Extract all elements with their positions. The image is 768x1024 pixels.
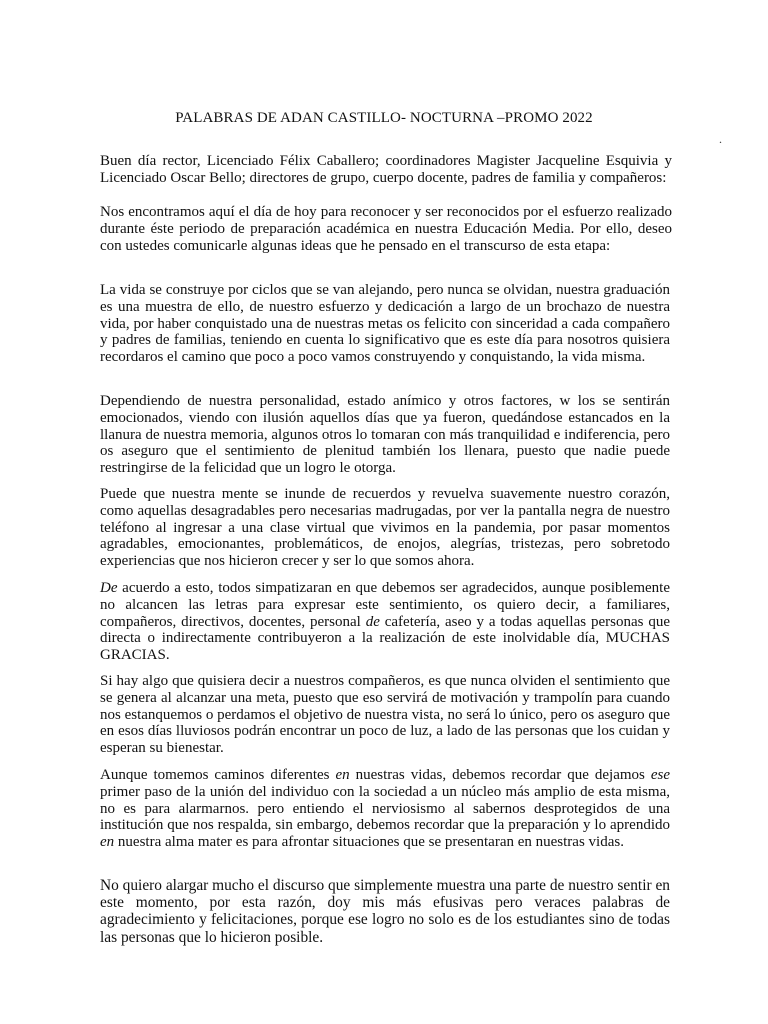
p4-text-1: acuerdo a esto, todos simpatizaran en que debemos ser agradecidos, aunque posiblemente no alcancen las letras para expresar este sentimiento, os quiero decir, a familiares, compañeros, directivos, docentes, personal [100,580,670,630]
intro-paragraph: Nos encontramos aquí el día de hoy para reconocer y ser reconocidos por el esfuerzo realizado durante éste periodo de preparación académica en nuestra Educación Media. Por ello, deseo con ustedes comunicarle algunas ideas que he pensado en el transcurso de esta etapa: [100,204,672,254]
paragraph-6 [100,767,670,851]
p4-italic-de: De [100,580,118,596]
document-title: PALABRAS DE ADAN CASTILLO- NOCTURNA –PROMO 2022 [175,110,593,126]
p6-text-1: Aunque tomemos caminos diferentes [100,767,336,783]
paragraph-1: La vida se construye por ciclos que se van alejando, pero nunca se olvidan, nuestra graduación es una muestra de ello, de nuestro esfuerzo y dedicación a largo de un brochazo de nuestra vida, por haber conquistado una de nuestras metas os felicito con sinceridad a cada compañero y padres de familias, teniendo en cuenta lo significativo que es este día para nosotros quisiera recordaros el camino que poco a poco vamos construyendo y conquistando, la vida misma. [100,282,670,366]
p6-text-2: nuestras vidas, debemos recordar que dejamos [349,767,651,783]
paragraph-4 [100,580,670,664]
paragraph-5: Si hay algo que quisiera decir a nuestros compañeros, es que nunca olviden el sentimiento que se genera al alcanzar una meta, puesto que eso servirá de motivación y trampolín para cuando nos estanquemos o perdamos el objetivo de nuestra vista, no será lo único, pero os aseguro que en esos días lluviosos podrán encontrar un poco de luz, a lado de las personas que los cuidan y esperan su bienestar. [100,673,670,757]
p4-text-2: cafetería, aseo y a todas aquellas personas que directa o indirectamente contribuyeron a la realización de este inolvidable día, MUCHAS GRACIAS. [100,613,670,664]
p6-text-3: primer paso de la unión del individuo con la sociedad a un núcleo más amplio de esta misma, no es para alarmarnos. pero entiendo el nerviosismo al sabernos desprotegidos de una institución que nos respalda, sin embargo, debemos recordar que la preparación y lo aprendido [100,783,670,834]
p4-italic-de-2: de [365,613,380,630]
p6-italic-en: en [335,767,350,783]
paragraph-3: Puede que nuestra mente se inunde de recuerdos y revuelva suavemente nuestro corazón, como aquellas desagradables pero necesarias madrugadas, por ver la pantalla negra de nuestro teléfono al ingresar a una clase virtual que vivimos en la pandemia, por pasar momentos agradables, emocionantes, problemáticos, de enojos, alegrías, tristezas, pero sobretodo experiencias que nos hicieron crecer y ser lo que somos ahora. [100,486,670,570]
p6-italic-ese: ese [650,767,670,783]
stray-mark: . [719,132,722,146]
p6-italic-en-2: en [100,834,115,851]
paragraph-7: No quiero alargar mucho el discurso que simplemente muestra una parte de nuestro sentir en este momento, por esta razón, doy mis más efusivas pero veraces palabras de agradecimiento y felicitaciones, porque ese logro no solo es de los estudiantes sino de todas las personas que lo hicieron posible. [100,877,670,946]
p6-text-4: nuestra alma mater es para afrontar situaciones que se presentaran en nuestras vidas. [114,834,624,851]
greeting-paragraph: Buen día rector, Licenciado Félix Caballero; coordinadores Magister Jacqueline Esquivia y Licenciado Oscar Bello; directores de grupo, cuerpo docente, padres de familia y compañeros: [100,153,672,186]
paragraph-2: Dependiendo de nuestra personalidad, estado anímico y otros factores, w los se sentirán emocionados, viendo con ilusión aquellos días que ya fueron, quedándose estancados en la llanura de nuestra memoria, algunos otros lo tomaran con más tranquilidad e indiferencia, pero os aseguro que el sentimiento de plenitud también los llenara, puesto que nadie puede restringirse de la felicidad que un logro le otorga. [100,393,670,477]
